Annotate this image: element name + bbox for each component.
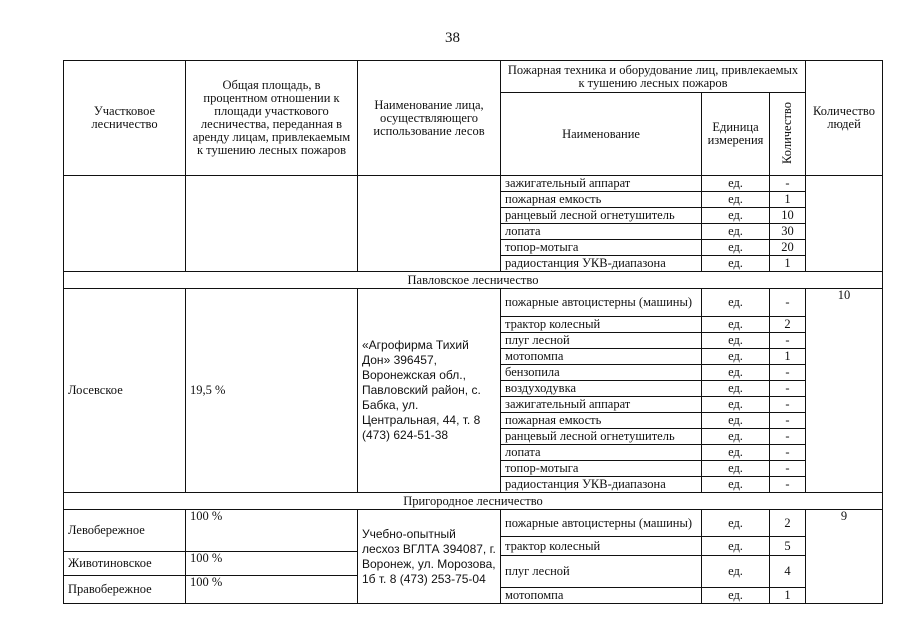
equipment-name: зажигательный аппарат <box>501 397 702 413</box>
equipment-unit: ед. <box>702 413 770 429</box>
equipment-qty: 1 <box>770 192 806 208</box>
equipment-qty: - <box>770 289 806 317</box>
equipment-unit: ед. <box>702 477 770 493</box>
area-percent: 100 % <box>186 576 358 604</box>
equipment-unit: ед. <box>702 289 770 317</box>
continued-person-cell <box>358 176 501 272</box>
equipment-qty: 30 <box>770 224 806 240</box>
equipment-unit: ед. <box>702 240 770 256</box>
equipment-name: лопата <box>501 224 702 240</box>
equipment-qty: - <box>770 461 806 477</box>
header-unit: Единица измерения <box>702 93 770 176</box>
continued-people-cell <box>806 176 883 272</box>
equipment-name: ранцевый лесной огнетушитель <box>501 208 702 224</box>
equipment-unit: ед. <box>702 349 770 365</box>
equipment-name: топор-мотыга <box>501 240 702 256</box>
equipment-name: трактор колесный <box>501 317 702 333</box>
forestry-name: Правобережное <box>64 576 186 604</box>
continued-forestry-cell <box>64 176 186 272</box>
header-equipment-group: Пожарная техника и оборудование лиц, привлекаемых к тушению лесных пожаров <box>501 61 806 93</box>
equipment-qty: - <box>770 429 806 445</box>
header-qty: Количество <box>780 101 794 164</box>
header-name: Наименование <box>501 93 702 176</box>
page-number: 38 <box>445 30 460 46</box>
header-people: Количество людей <box>806 61 883 176</box>
forestry-name: Животиновское <box>64 552 186 576</box>
equipment-name: пожарная емкость <box>501 192 702 208</box>
equipment-unit: ед. <box>702 461 770 477</box>
person-info: «Агрофирма Тихий Дон» 396457, Воронежская обл., Павловский район, с. Бабка, ул. Центральная, 44, т. 8 (473) 624-51-38 <box>358 289 501 493</box>
equipment-qty: - <box>770 477 806 493</box>
fire-equipment-table <box>63 60 883 604</box>
equipment-unit: ед. <box>702 333 770 349</box>
equipment-name: топор-мотыга <box>501 461 702 477</box>
header-area: Общая площадь, в процентном отношении к площади участкового лесничества, переданная в аренду лицам, привлекаемым к тушению лесных пожаров <box>186 61 358 176</box>
section-title-prigorod: Пригородное лесничество <box>64 493 883 510</box>
equipment-name: мотопомпа <box>501 588 702 604</box>
equipment-qty: 2 <box>770 317 806 333</box>
equipment-unit: ед. <box>702 556 770 588</box>
equipment-unit: ед. <box>702 192 770 208</box>
equipment-unit: ед. <box>702 176 770 192</box>
equipment-qty: 1 <box>770 588 806 604</box>
forestry-name: Лосевское <box>64 289 186 493</box>
equipment-unit: ед. <box>702 537 770 556</box>
equipment-name: пожарные автоцистерны (машины) <box>501 289 702 317</box>
equipment-unit: ед. <box>702 256 770 272</box>
people-count: 9 <box>806 510 883 604</box>
area-percent: 100 % <box>186 552 358 576</box>
equipment-unit: ед. <box>702 224 770 240</box>
equipment-unit: ед. <box>702 588 770 604</box>
equipment-unit: ед. <box>702 317 770 333</box>
equipment-qty: - <box>770 333 806 349</box>
equipment-name: пожарные автоцистерны (машины) <box>501 510 702 537</box>
equipment-name: ранцевый лесной огнетушитель <box>501 429 702 445</box>
equipment-qty: 1 <box>770 256 806 272</box>
forestry-name: Левобережное <box>64 510 186 552</box>
equipment-qty: - <box>770 445 806 461</box>
equipment-qty: 2 <box>770 510 806 537</box>
equipment-qty: - <box>770 381 806 397</box>
area-percent: 19,5 % <box>186 289 358 493</box>
equipment-name: плуг лесной <box>501 556 702 588</box>
equipment-qty: 4 <box>770 556 806 588</box>
person-info: Учебно-опытный лесхоз ВГЛТА 394087, г. Воронеж, ул. Морозова, 1б т. 8 (473) 253-75-04 <box>358 510 501 604</box>
equipment-unit: ед. <box>702 381 770 397</box>
equipment-qty: - <box>770 365 806 381</box>
equipment-qty: 1 <box>770 349 806 365</box>
equipment-name: трактор колесный <box>501 537 702 556</box>
header-forestry: Участковое лесничество <box>64 61 186 176</box>
equipment-name: воздуходувка <box>501 381 702 397</box>
equipment-unit: ед. <box>702 445 770 461</box>
section-title-pavlovsk: Павловское лесничество <box>64 272 883 289</box>
equipment-unit: ед. <box>702 397 770 413</box>
equipment-unit: ед. <box>702 510 770 537</box>
equipment-unit: ед. <box>702 365 770 381</box>
equipment-qty: - <box>770 176 806 192</box>
equipment-name: плуг лесной <box>501 333 702 349</box>
equipment-name: радиостанция УКВ-диапазона <box>501 256 702 272</box>
equipment-name: лопата <box>501 445 702 461</box>
equipment-qty: 20 <box>770 240 806 256</box>
header-person: Наименование лица, осуществляющего использование лесов <box>358 61 501 176</box>
equipment-name: радиостанция УКВ-диапазона <box>501 477 702 493</box>
equipment-unit: ед. <box>702 429 770 445</box>
equipment-unit: ед. <box>702 208 770 224</box>
equipment-qty: 10 <box>770 208 806 224</box>
people-count: 10 <box>806 289 883 493</box>
equipment-name: зажигательный аппарат <box>501 176 702 192</box>
equipment-name: мотопомпа <box>501 349 702 365</box>
equipment-qty: - <box>770 413 806 429</box>
equipment-name: пожарная емкость <box>501 413 702 429</box>
area-percent: 100 % <box>186 510 358 552</box>
equipment-qty: 5 <box>770 537 806 556</box>
equipment-qty: - <box>770 397 806 413</box>
continued-area-cell <box>186 176 358 272</box>
equipment-name: бензопила <box>501 365 702 381</box>
